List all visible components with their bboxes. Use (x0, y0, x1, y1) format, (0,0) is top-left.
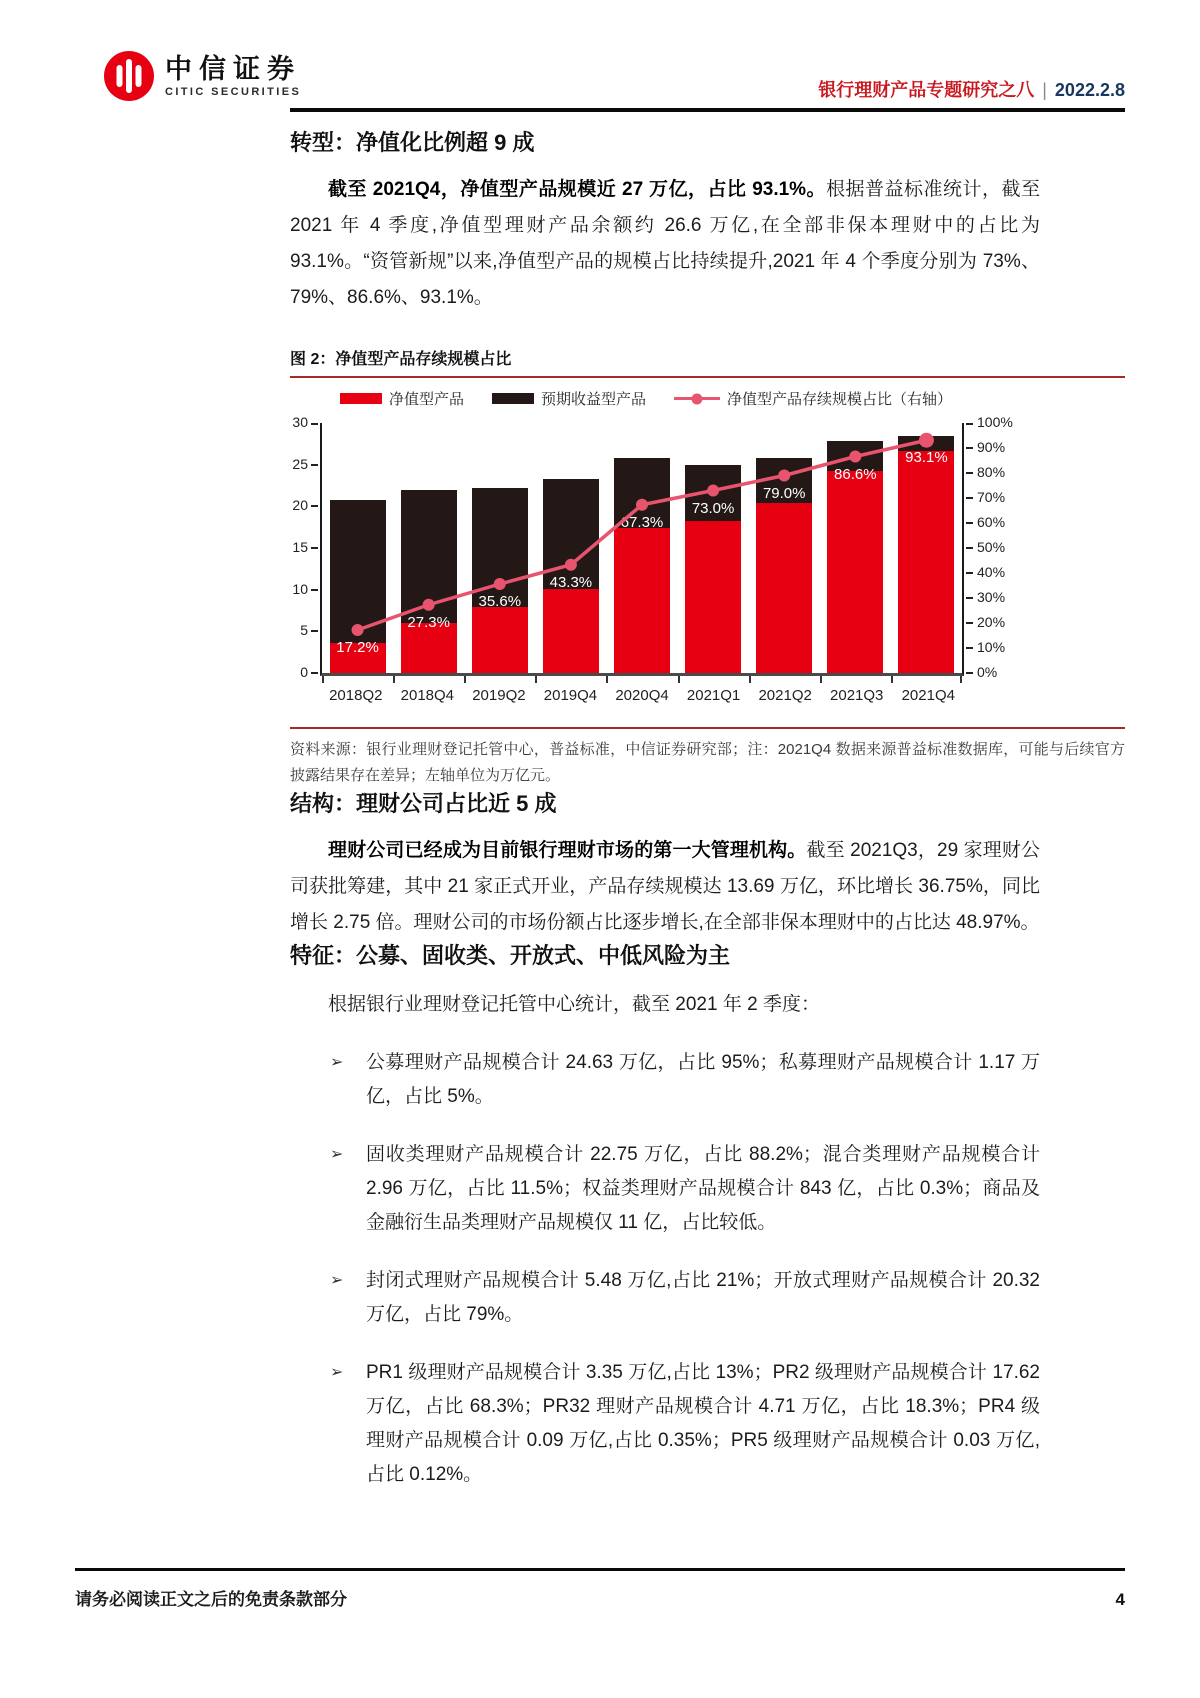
header-separator: | (1042, 80, 1047, 100)
right-axis-tick (966, 647, 973, 649)
right-axis-tick-label: 50% (977, 539, 1006, 555)
ratio-line-chart (322, 423, 962, 673)
citic-logo-icon (103, 50, 155, 102)
left-axis-tick-label: 10 (292, 580, 308, 597)
bullet-arrow-icon: ➢ (330, 1146, 344, 1163)
line-point (919, 433, 934, 448)
right-axis-tick-label: 80% (977, 464, 1006, 480)
right-axis-tick (966, 622, 973, 624)
figure-title: 图 2：净值型产品存续规模占比 (290, 346, 1125, 378)
bullet-arrow-icon: ➢ (330, 1364, 344, 1381)
figure-2 (290, 346, 1125, 789)
data-label: 35.6% (478, 593, 522, 610)
chart-area (290, 414, 1125, 715)
footer-disclaimer: 请务必阅读正文之后的免责条款部分 (75, 1590, 347, 1609)
data-label: 43.3% (549, 573, 593, 591)
logo-cn: 中信证券 (165, 54, 301, 84)
right-axis-tick (966, 472, 973, 474)
right-axis-tick-label: 0% (977, 664, 998, 680)
right-axis-tick-label: 10% (977, 639, 1006, 655)
section2-lead: 理财公司已经成为目前银行理财市场的第一大管理机构。 (328, 840, 807, 861)
left-axis-tick-label: 5 (300, 622, 308, 639)
x-axis-label: 2021Q4 (901, 687, 955, 704)
legend-swatch-black (492, 393, 534, 404)
chart-legend (290, 388, 1002, 409)
data-label: 67.3% (620, 513, 664, 531)
right-axis-tick-label: 30% (977, 589, 1006, 605)
content-column (290, 128, 1125, 1492)
bullet-text: 固收类理财产品规模合计 22.75 万亿，占比 88.2%；混合类理财产品规模合计 2.96 万亿，占比 11.5%；权益类理财产品规模合计 843 亿，占比 0.3%；商品及金融衍生品类理财产品规模仅 11 亿，占比较低。 (366, 1144, 1040, 1233)
section2-paragraph (290, 833, 1040, 941)
line-point (707, 485, 719, 497)
x-axis-tick (464, 676, 466, 683)
bullet-item-open-closed (290, 1264, 1040, 1332)
header-rule (290, 108, 1125, 112)
right-axis-tick-label: 60% (977, 514, 1006, 530)
x-axis-label: 2021Q1 (686, 687, 741, 704)
x-axis-tick (535, 676, 537, 683)
left-axis-tick (311, 672, 318, 674)
source-note: 资料来源：银行业理财登记托管中心，普益标准，中信证券研究部；注：2021Q4 数据来源普益标准数据库，可能与后续官方披露结果存在差异；左轴单位为万亿元。 (290, 741, 1125, 784)
section2-body: 截至 2021Q3，29 家理财公司获批筹建，其中 21 家正式开业，产品存续规模达 13.69 万亿，环比增长 36.75%，同比增长 2.75 倍。理财公司的市场份额占比逐步增长,在全部非保本理财中的占比达 48.97%。 (290, 840, 1040, 933)
figure-bottom-rule (290, 727, 1125, 729)
page-number: 4 (1115, 1590, 1125, 1609)
logo-en: CITIC SECURITIES (165, 86, 302, 98)
left-axis (290, 414, 318, 680)
footer-rule (75, 1568, 1125, 1571)
section1-lead: 截至 2021Q4，净值型产品规模近 27 万亿，占比 93.1%。 (328, 179, 827, 200)
line-point (423, 599, 435, 611)
x-axis-tick (322, 676, 324, 683)
section3-title: 特征：公募、固收类、开放式、中低风险为主 (290, 943, 731, 968)
left-axis-tick (311, 547, 318, 549)
left-axis-tick (311, 630, 318, 632)
legend-item-net-value (340, 388, 464, 409)
bullet-arrow-icon: ➢ (330, 1054, 344, 1071)
section1-title: 转型：净值化比例超 9 成 (290, 130, 535, 155)
legend-label: 预期收益型产品 (540, 391, 646, 408)
line-point (565, 559, 577, 571)
bullet-text: 公募理财产品规模合计 24.63 万亿，占比 95%；私募理财产品规模合计 1.17 万亿，占比 5%。 (366, 1052, 1040, 1107)
line-point (494, 578, 506, 590)
x-axis-label: 2021Q2 (758, 687, 812, 704)
left-axis-tick (311, 505, 318, 507)
bullet-item-fixed-income (290, 1138, 1040, 1240)
x-axis-label: 2021Q3 (830, 687, 884, 704)
legend-swatch-red (340, 393, 382, 404)
right-axis-tick (966, 423, 973, 425)
x-axis-label: 2018Q4 (400, 687, 455, 704)
right-axis-tick (966, 572, 973, 574)
section1-body: 根据普益标准统计，截至 2021 年 4 季度,净值型理财产品余额约 26.6 万亿,在全部非保本理财中的占比为 93.1%。“资管新规”以来,净值型产品的规模占比持续提升,2021 年 4 个季度分别为 73%、79%、86.6%、93.1%。 (290, 179, 1040, 308)
header-report-info (818, 76, 1125, 102)
right-axis-tick-label: 100% (977, 414, 1013, 430)
left-axis-tick-label: 20 (292, 497, 308, 514)
right-axis-tick-label: 70% (977, 489, 1006, 505)
line-point (636, 499, 648, 511)
data-label: 86.6% (834, 465, 877, 483)
line-point (849, 451, 861, 463)
left-axis-tick-label: 30 (292, 414, 308, 430)
x-axis-labels (320, 687, 964, 704)
x-axis-tick (393, 676, 395, 683)
x-axis-label: 2019Q4 (543, 687, 598, 704)
left-axis-tick (311, 423, 318, 425)
right-axis-tick-label: 20% (977, 614, 1006, 630)
bullet-text: 封闭式理财产品规模合计 5.48 万亿,占比 21%；开放式理财产品规模合计 20.32 万亿，占比 79%。 (366, 1270, 1040, 1325)
report-series-title: 银行理财产品专题研究之八 (818, 80, 1035, 100)
data-label: 27.3% (407, 613, 450, 631)
x-axis-tick (749, 676, 751, 683)
section1-paragraph (290, 172, 1040, 316)
x-axis-tick (820, 676, 822, 683)
x-axis-label: 2020Q4 (615, 687, 669, 704)
section3-intro: 根据银行业理财登记托管中心统计，截至 2021 年 2 季度： (328, 994, 820, 1015)
right-axis-tick (966, 597, 973, 599)
right-axis-tick (966, 447, 973, 449)
data-label: 93.1% (905, 449, 948, 467)
x-axis-tick (960, 676, 962, 683)
legend-item-expected-return (492, 388, 646, 409)
x-axis-tick (678, 676, 680, 683)
x-axis-label: 2018Q2 (329, 687, 383, 704)
x-axis-tick (891, 676, 893, 683)
bullet-arrow-icon: ➢ (330, 1272, 344, 1289)
left-axis-tick (311, 589, 318, 591)
right-axis-tick (966, 522, 973, 524)
report-date: 2022.2.8 (1054, 80, 1125, 100)
line-point (778, 470, 790, 482)
x-axis-tick (606, 676, 608, 683)
data-label: 73.0% (691, 499, 735, 517)
left-axis-tick (311, 464, 318, 466)
citic-logo (103, 50, 301, 102)
data-label: 17.2% (336, 639, 379, 656)
right-axis-tick-label: 40% (977, 564, 1006, 580)
right-axis-tick (966, 547, 973, 549)
legend-swatch-line (674, 397, 720, 401)
line-point (352, 624, 364, 636)
bullet-item-risk-levels (290, 1356, 1040, 1492)
legend-label: 净值型产品存续规模占比（右轴） (727, 391, 953, 408)
right-axis-tick-label: 90% (977, 439, 1006, 455)
bullet-item-public-offering (290, 1046, 1040, 1114)
section2-title: 结构：理财公司占比近 5 成 (290, 791, 557, 816)
chart-plot (320, 423, 964, 676)
legend-label: 净值型产品 (388, 391, 464, 408)
right-axis-tick (966, 497, 973, 499)
page-footer (75, 1568, 1125, 1610)
logo-text (165, 54, 301, 98)
bullet-text: PR1 级理财产品规模合计 3.35 万亿,占比 13%；PR2 级理财产品规模合计 17.62 万亿，占比 68.3%；PR32 理财产品规模合计 4.71 万亿，占比 18.3%；PR4 级理财产品规模合计 0.09 万亿,占比 0.35%；PR5 级理财产品规模合计 0.03 万亿,占比 0.12%。 (366, 1362, 1040, 1485)
right-axis (966, 414, 1021, 680)
x-axis-label: 2019Q2 (472, 687, 526, 704)
legend-line-dot-icon (692, 393, 703, 404)
right-axis-tick (966, 672, 973, 674)
left-axis-tick-label: 25 (292, 455, 308, 472)
left-axis-tick-label: 15 (292, 539, 308, 555)
left-axis-tick-label: 0 (300, 664, 308, 680)
legend-item-ratio-line (674, 388, 952, 409)
data-label: 79.0% (762, 484, 806, 502)
